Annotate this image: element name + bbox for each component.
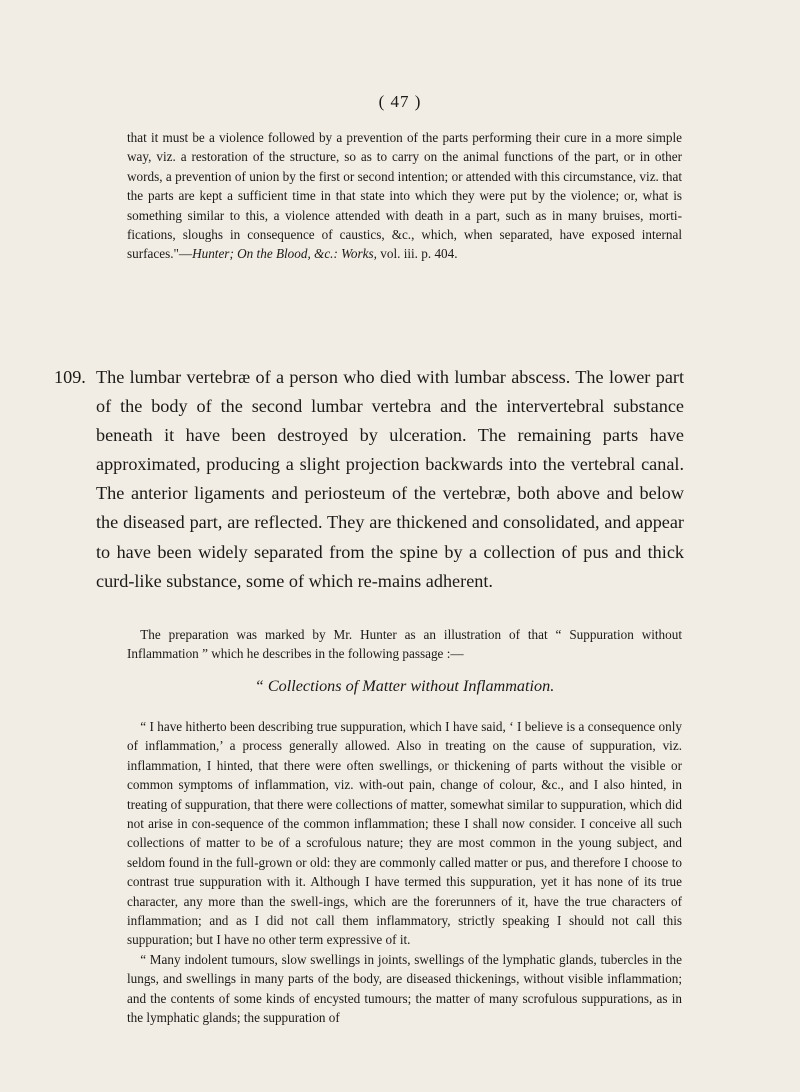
citation-title: On the Blood, &c.: xyxy=(237,246,338,262)
top-quote xyxy=(127,128,682,264)
section-body: The lumbar vertebræ of a person who died with lumbar abscess. The lower part of the body of the second lumbar vertebra and the intervertebral substance beneath it have been destroyed by ulceration. The remaining parts have approximated, producing a slight projection backwards into the vertebral canal. The anterior ligaments and periosteum of the vertebræ, both above and below the diseased part, are reflected. They are thickened and consolidated, and appear to have been widely separated from the spine by a collection of pus and thick curd-like substance, some of which re-mains adherent. xyxy=(96,367,684,591)
section-109 xyxy=(54,363,684,596)
hunter-quote-paragraph-2: “ Many indolent tumours, slow swellings in joints, swellings of the lymphatic glands, tubercles in the lungs, and swellings in many parts of the body, are diseased thickenings, without visible inflammation; and the contents of some kinds of encysted tumours; the matter of many scrofulous suppurations, as in the lymphatic glands; the suppuration of xyxy=(127,951,682,1026)
preparation-note xyxy=(127,625,682,664)
page-number: ( 47 ) xyxy=(378,92,422,111)
section-number: 109. xyxy=(54,367,86,387)
quote-subheading: “ Collections of Matter without Inflammation. xyxy=(254,677,555,695)
citation-author: Hunter; xyxy=(192,246,234,262)
hunter-quote-paragraph-1: “ I have hitherto been describing true suppuration, which I have said, ‘ I believe is a consequence only of inflammation,’ a process generally allowed. Also in treating on the cause of suppuration, viz. inflammation, I hinted, that there were often swellings, or thickening of parts without the visible or common symptoms of inflammation, viz. with-out pain, change of colour, &c., and I also hinted, in treating of suppuration, that there were collections of matter, somewhat similar to suppuration, which did not arise in con-sequence of the common inflammation; these I shall now consider. I conceive all such collections of matter to be of a scrofulous nature; they are most common in the young subject, and seldom found in the full-grown or old: they are commonly called matter or pus, and therefore I choose to contrast true suppuration with it. Although I have termed this suppuration, yet it has none of its true character, any more than the swell-ings, which are the forerunners of it, have the true characters of inflammation; and as I did not call them inflammatory, strictly speaking I should not call this suppuration; but I have no other term expressive of it. xyxy=(127,719,682,948)
citation-works: Works, xyxy=(341,246,377,262)
hunter-quote xyxy=(127,717,682,1028)
top-quote-body: that it must be a violence followed by a prevention of the parts performing their cure in a more simple way, viz. a restoration of the structure, so as to carry on the animal functions of the part, or in other words, a prevention of union by the first or second intention; or attended with this circumstance, viz. that the parts are kept a sufficient time in that state into which they were put by the violence; or, what is something similar to this, a violence attended with death in a part, such as in many bruises, morti-fications, sloughs in consequence of caustics, &c., which, when separated, have exposed internal surfaces."— xyxy=(127,130,682,262)
preparation-note-body: The preparation was marked by Mr. Hunter as an illustration of that “ Suppuration without Inflammation ” which he describes in the following passage :— xyxy=(127,627,682,662)
citation-rest: vol. iii. p. 404. xyxy=(380,246,458,262)
